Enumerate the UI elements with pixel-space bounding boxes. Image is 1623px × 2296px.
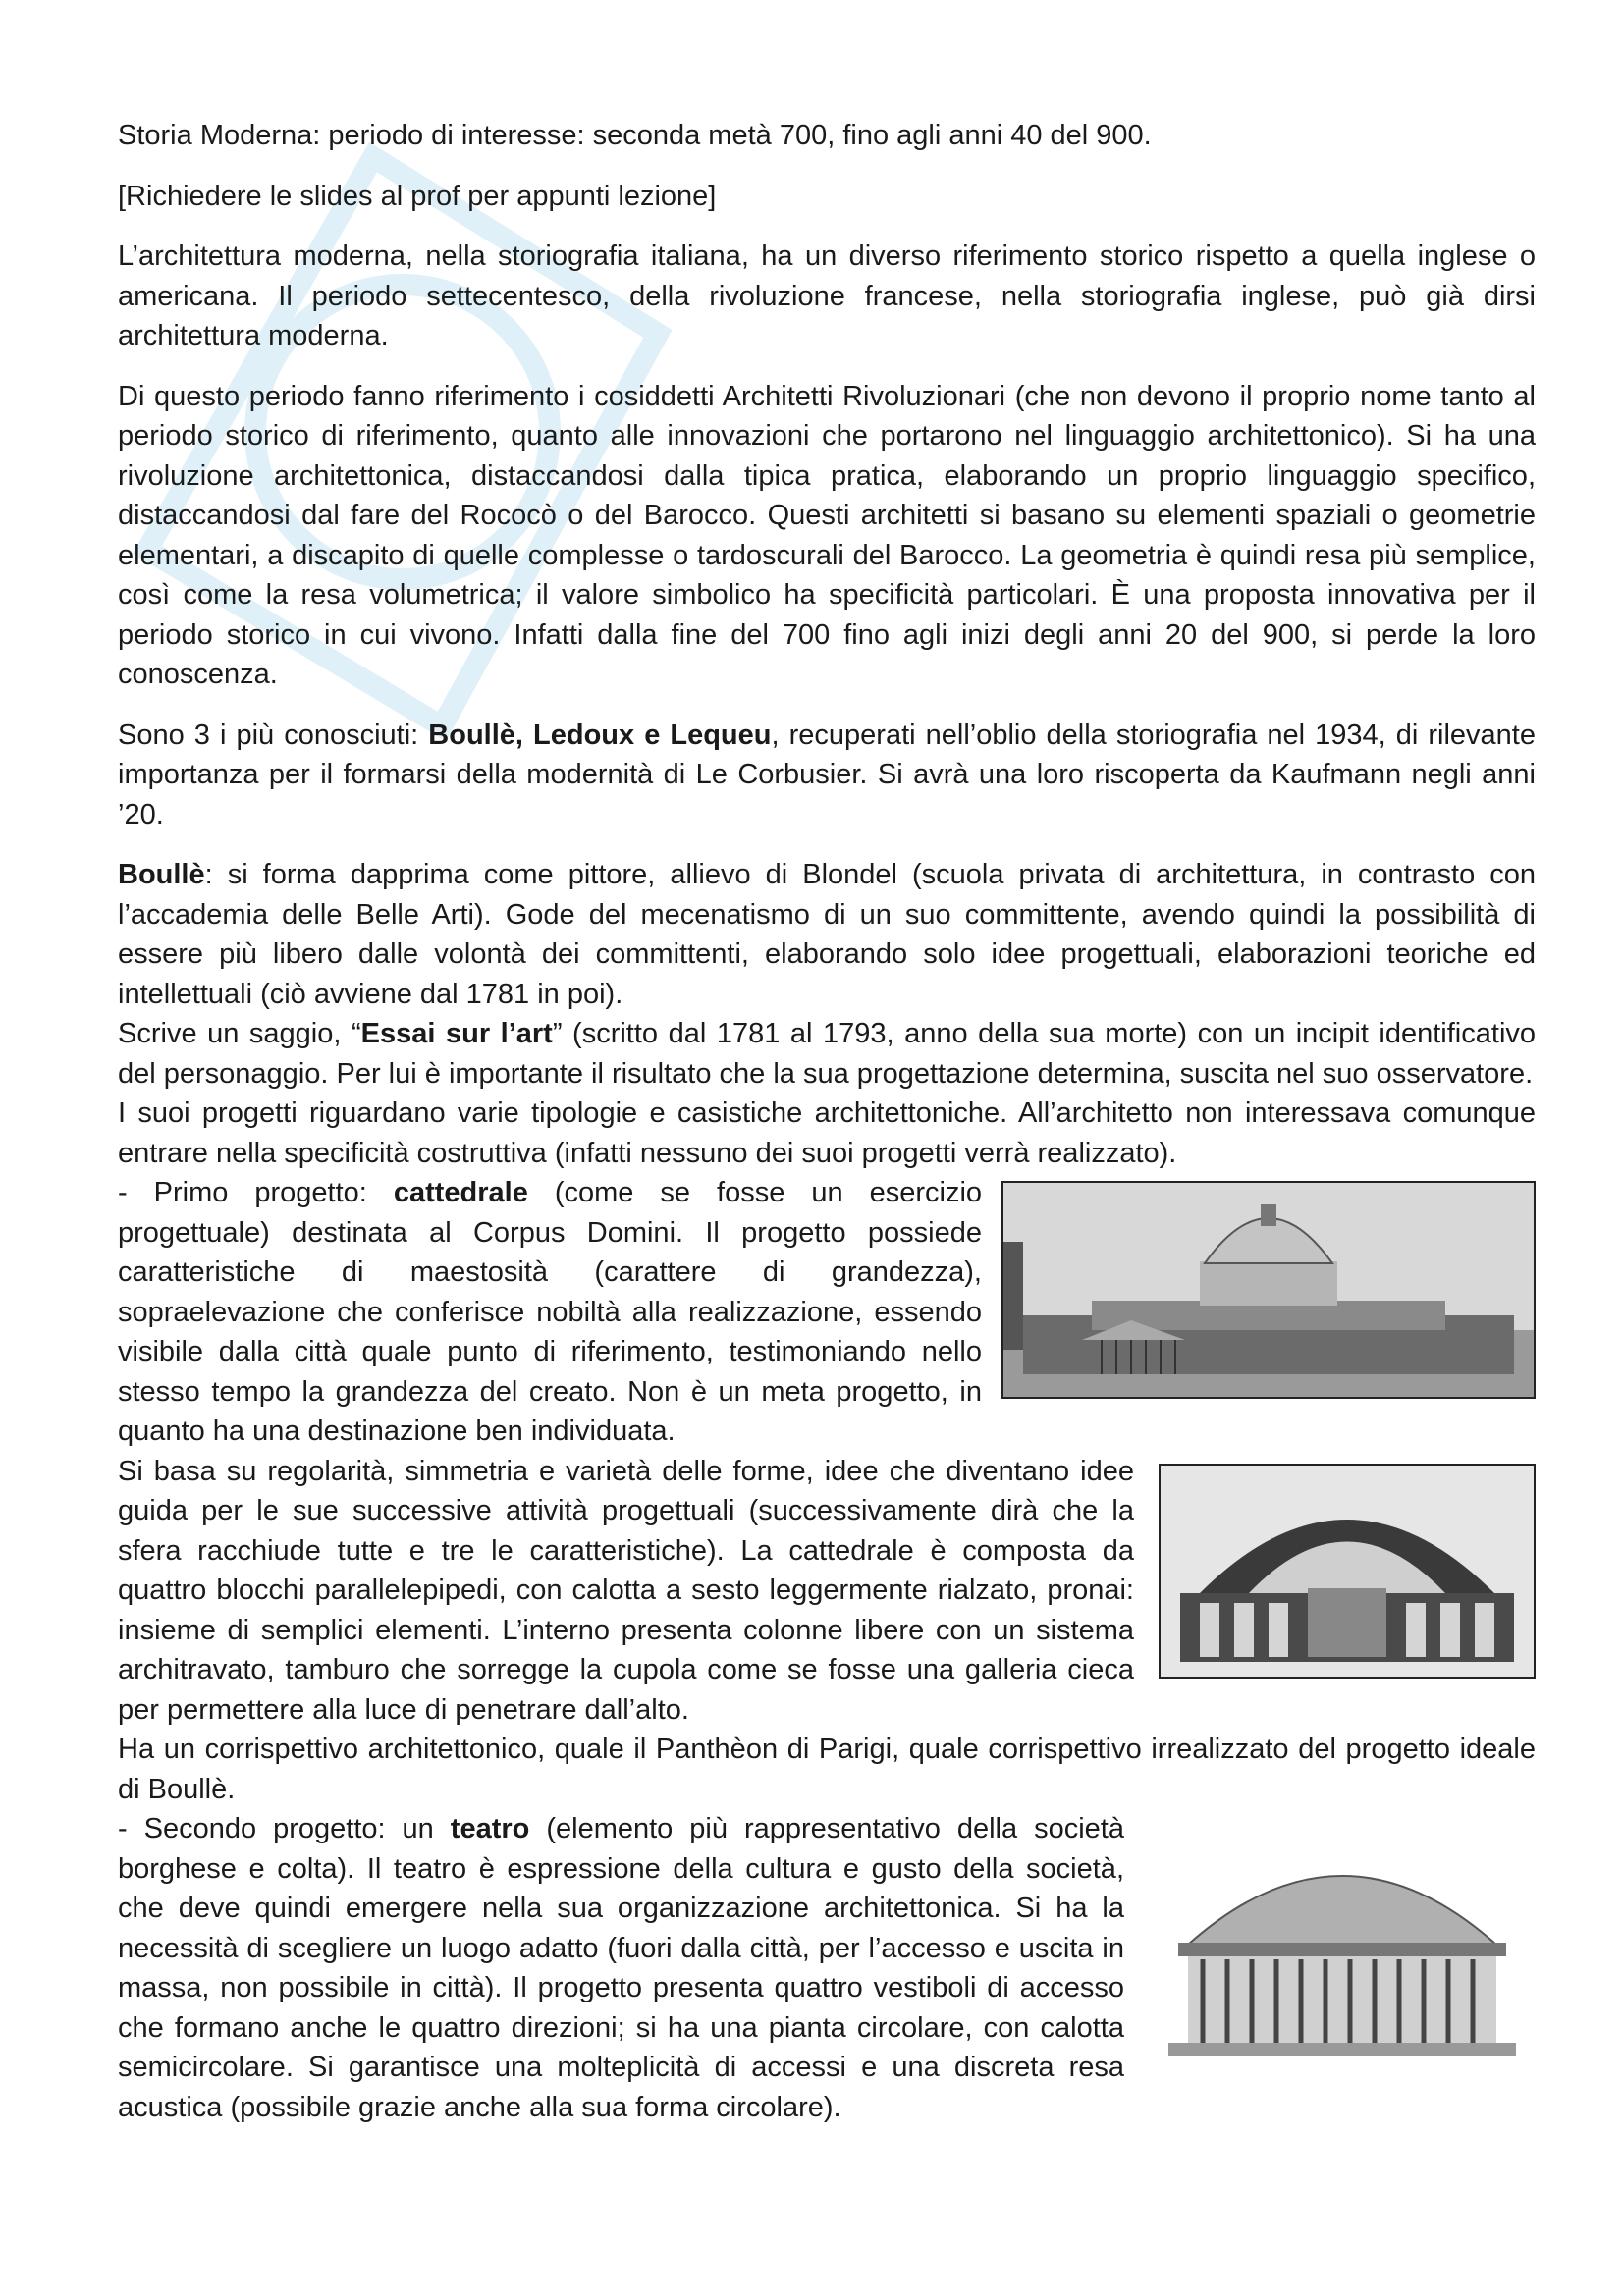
theatre-image (1149, 1827, 1536, 2068)
paragraph-intro: Storia Moderna: periodo di interesse: seconda metà 700, fino agli anni 40 del 900. (118, 120, 1152, 151)
paragraph-regularity: Si basa su regolarità, simmetria e varietà delle forme, idee che diventano idee guida per le sue successive attività progettuali (successivamente dirà che la sfera racchiude tutte e tre le caratteristiche). La cattedrale è composta da quattro blocchi parallelepipedi, con calotta a sesto leggermente rialzato, pronai: insieme di semplici elementi. L’interno presenta colonne libere con un sistema architravato, tamburo che sorregge la cupola come se fosse una galleria cieca per permettere alla luce di penetrare dall’alto. (118, 1455, 1134, 1726)
paragraph-revolutionary-architects: Di questo periodo fanno riferimento i cosiddetti Architetti Rivoluzionari (che non devono il proprio nome tanto al periodo storico di riferimento, quanto alle innovazioni che portarono nel linguaggio architettonico). Si ha una rivoluzione architettonica, distaccandosi dalla tipica pratica, elaborando un proprio linguaggio specifico, distaccandosi dal fare del Rococò o del Barocco. Questi architetti si basano su elementi spaziali o geometrie elementari, a discapito di quelle complesse o tardoscurali del Barocco. La geometria è quindi resa più semplice, così come la resa volumetrica; il valore simbolico ha specificità particolari. È una proposta innovativa per il periodo storico in cui vivono. Infatti dalla fine del 700 fino agli inizi degli anni 20 del 900, si perde la loro conoscenza. (118, 380, 1536, 690)
paragraph-pantheon: Ha un corrispettivo architettonico, quale il Panthèon di Parigi, quale corrispettivo irrealizzato del progetto ideale di Boullè. (118, 1734, 1536, 1805)
paragraph-projects: I suoi progetti riguardano varie tipologie e casistiche architettoniche. All’architetto non interessava comunque entrare nella specificità costruttiva (infatti nessuno dei suoi progetti verrà realizzato). (118, 1097, 1536, 1169)
paragraph-boulle: Boullè: si forma dapprima come pittore, allievo di Blondel (scuola privata di architettura, in contrasto con l’accademia delle Belle Arti). Gode del mecenatismo di un suo committente, avendo quindi la possibilità di essere più libero dalle volontà dei committenti, elaborando solo idee progettuali, elaborazioni teoriche ed intellettuali (ciò avviene dal 1781 in poi). (118, 859, 1536, 1010)
paragraph-cathedral: - Primo progetto: cattedrale (come se fosse un esercizio progettuale) destinata al Corpus Domini. Il progetto possiede caratteristiche di maestosità (carattere di grandezza), sopraelevazione che conferisce nobiltà alla realizzazione, essendo visibile dalla città quale punto di riferimento, testimoniando nello stesso tempo la grandezza del creato. Non è un meta progetto, in quanto ha una destinazione ben individuata. (118, 1177, 983, 1447)
cathedral-exterior-image (1001, 1181, 1536, 1399)
document-body (118, 116, 1536, 2127)
paragraph-note: [Richiedere le slides al prof per appunti lezione] (118, 180, 717, 212)
paragraph-essai: Scrive un saggio, “Essai sur l’art” (scritto dal 1781 al 1793, anno della sua morte) con un incipit identificativo del personaggio. Per lui è importante il risultato che la sua progettazione determina, suscita nel suo osservatore. (118, 1018, 1537, 1090)
paragraph-modern-architecture: L’architettura moderna, nella storiografia italiana, ha un diverso riferimento storico rispetto a quella inglese o americana. Il periodo settecentesco, della rivoluzione francese, nella storiografia inglese, può già dirsi architettura moderna. (118, 240, 1536, 351)
paragraph-theatre: - Secondo progetto: un teatro (elemento più rappresentativo della società borghese e colta). Il teatro è espressione della cultura e gusto della società, che deve quindi emergere nella sua organizzazione architettonica. Si ha la necessità di scegliere un luogo adatto (fuori dalla città, per l’accesso e uscita in massa, non possibile in città). Il progetto presenta quattro vestiboli di accesso che formano anche le quattro direzioni; si ha una pianta circolare, con calotta semicircolare. Si garantisce una molteplicità di accessi e una discreta resa acustica (possibile grazie anche alla sua forma circolare). (118, 1813, 1124, 2123)
paragraph-three-architects: Sono 3 i più conosciuti: Boullè, Ledoux e Lequeu, recuperati nell’oblio della storiografia nel 1934, di rilevante importanza per il formarsi della modernità di Le Corbusier. Si avrà una loro riscoperta da Kaufmann negli anni ’20. (118, 719, 1536, 830)
cathedral-section-image (1159, 1464, 1536, 1679)
